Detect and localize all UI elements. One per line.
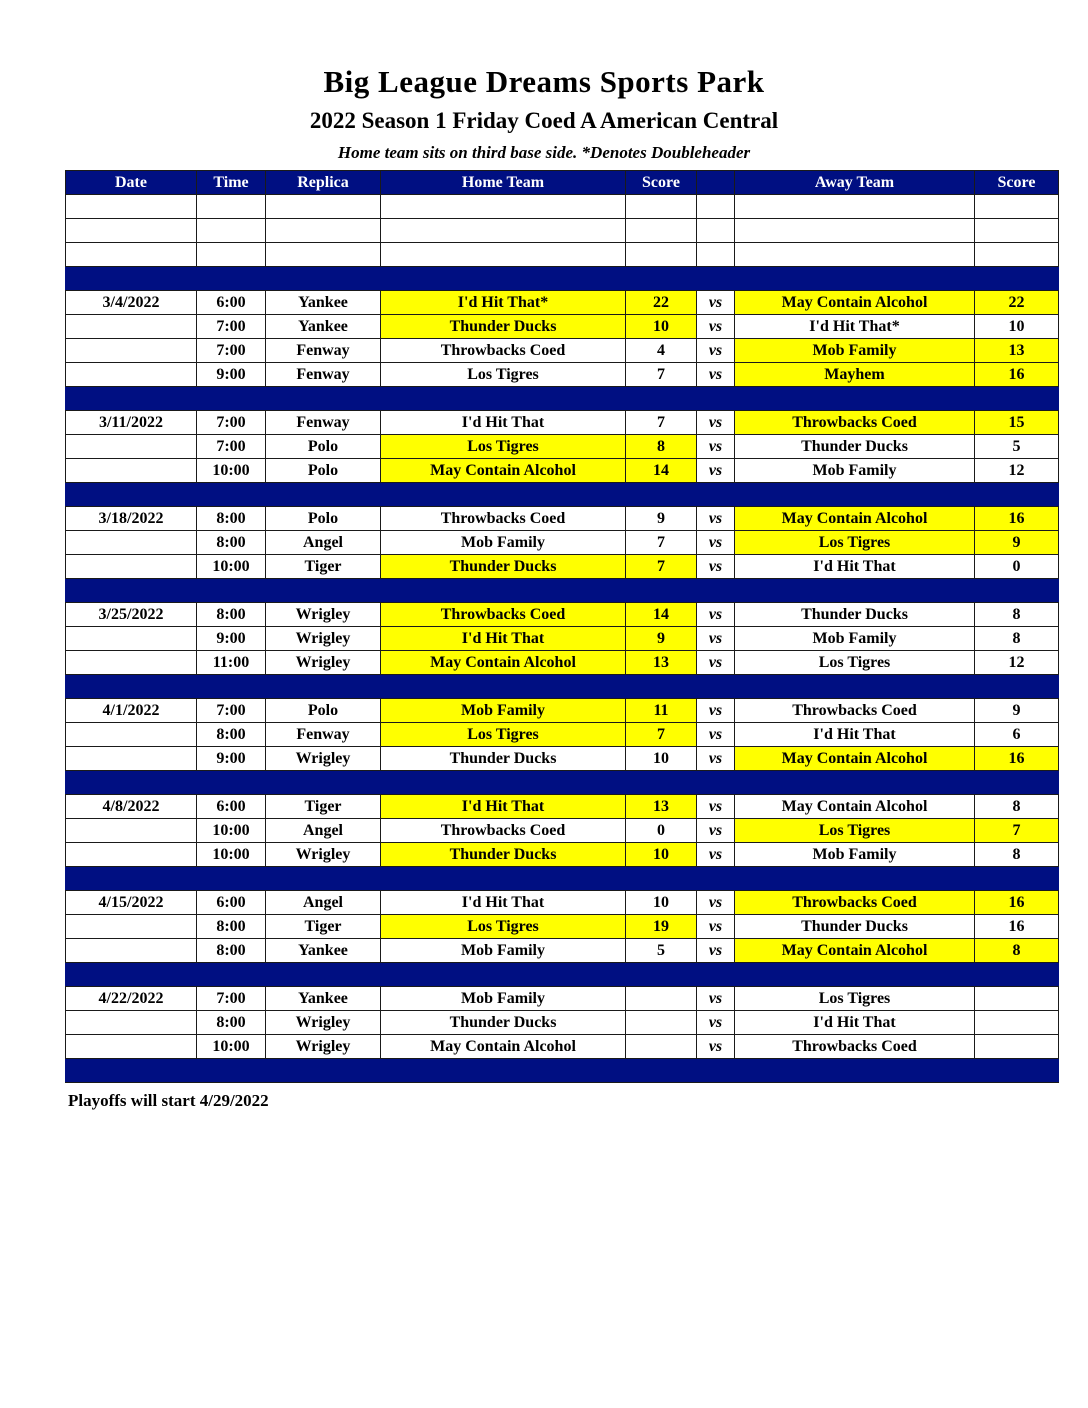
vs-cell: vs xyxy=(697,939,735,963)
away-score-cell: 16 xyxy=(975,891,1059,915)
vs-cell: vs xyxy=(697,627,735,651)
away-score-cell: 13 xyxy=(975,339,1059,363)
home-team-cell: Los Tigres xyxy=(381,723,626,747)
home-score-cell: 9 xyxy=(626,507,697,531)
away-score-cell: 8 xyxy=(975,627,1059,651)
empty-cell xyxy=(197,195,266,219)
replica-cell: Angel xyxy=(266,531,381,555)
page-title: Big League Dreams Sports Park xyxy=(323,64,765,99)
away-team-cell: May Contain Alcohol xyxy=(735,507,975,531)
replica-cell: Polo xyxy=(266,699,381,723)
home-team-cell: Thunder Ducks xyxy=(381,843,626,867)
away-score-cell: 12 xyxy=(975,651,1059,675)
time-cell: 9:00 xyxy=(197,627,266,651)
time-cell: 9:00 xyxy=(197,747,266,771)
separator-band xyxy=(66,675,1059,699)
date-cell xyxy=(66,531,197,555)
home-team-cell: Thunder Ducks xyxy=(381,747,626,771)
replica-cell: Angel xyxy=(266,891,381,915)
vs-cell: vs xyxy=(697,747,735,771)
away-score-cell: 7 xyxy=(975,819,1059,843)
away-score-cell: 6 xyxy=(975,723,1059,747)
schedule-note: Home team sits on third base side. *Denotes Doubleheader xyxy=(337,143,751,162)
home-score-cell: 9 xyxy=(626,627,697,651)
header-date: Date xyxy=(66,171,197,195)
home-score-cell: 22 xyxy=(626,291,697,315)
replica-cell: Fenway xyxy=(266,363,381,387)
time-cell: 6:00 xyxy=(197,291,266,315)
header-home-team: Home Team xyxy=(381,171,626,195)
home-team-cell: Throwbacks Coed xyxy=(381,339,626,363)
game-row xyxy=(66,507,1059,531)
time-cell: 6:00 xyxy=(197,891,266,915)
away-score-cell: 9 xyxy=(975,531,1059,555)
vs-cell: vs xyxy=(697,915,735,939)
time-cell: 9:00 xyxy=(197,363,266,387)
empty-row xyxy=(66,195,1059,219)
replica-cell: Fenway xyxy=(266,723,381,747)
empty-row xyxy=(66,243,1059,267)
home-score-cell: 10 xyxy=(626,747,697,771)
game-row xyxy=(66,531,1059,555)
game-row xyxy=(66,291,1059,315)
home-team-cell: I'd Hit That xyxy=(381,795,626,819)
vs-cell: vs xyxy=(697,723,735,747)
separator-row xyxy=(66,771,1059,795)
empty-cell xyxy=(697,195,735,219)
date-cell: 3/25/2022 xyxy=(66,603,197,627)
game-row xyxy=(66,339,1059,363)
away-score-cell: 16 xyxy=(975,915,1059,939)
home-score-cell: 10 xyxy=(626,843,697,867)
away-team-cell: Los Tigres xyxy=(735,531,975,555)
time-cell: 7:00 xyxy=(197,435,266,459)
game-row xyxy=(66,723,1059,747)
time-cell: 10:00 xyxy=(197,555,266,579)
empty-cell xyxy=(66,219,197,243)
empty-cell xyxy=(697,243,735,267)
separator-band xyxy=(66,579,1059,603)
empty-cell xyxy=(66,195,197,219)
empty-row xyxy=(66,219,1059,243)
empty-cell xyxy=(735,219,975,243)
date-cell xyxy=(66,459,197,483)
game-row xyxy=(66,699,1059,723)
replica-cell: Wrigley xyxy=(266,1035,381,1059)
header-away-score: Score xyxy=(975,171,1059,195)
empty-cell xyxy=(626,195,697,219)
game-row xyxy=(66,1035,1059,1059)
replica-cell: Yankee xyxy=(266,315,381,339)
away-score-cell: 16 xyxy=(975,507,1059,531)
empty-cell xyxy=(626,243,697,267)
away-team-cell: Mob Family xyxy=(735,843,975,867)
playoffs-note: Playoffs will start 4/29/2022 xyxy=(68,1091,269,1110)
home-team-cell: Thunder Ducks xyxy=(381,1011,626,1035)
vs-cell: vs xyxy=(697,987,735,1011)
away-team-cell: May Contain Alcohol xyxy=(735,939,975,963)
date-cell xyxy=(66,819,197,843)
away-score-cell xyxy=(975,1011,1059,1035)
home-team-cell: Thunder Ducks xyxy=(381,555,626,579)
home-team-cell: Los Tigres xyxy=(381,363,626,387)
away-score-cell: 12 xyxy=(975,459,1059,483)
home-score-cell xyxy=(626,1011,697,1035)
vs-cell: vs xyxy=(697,819,735,843)
away-score-cell: 0 xyxy=(975,555,1059,579)
home-team-cell: I'd Hit That xyxy=(381,891,626,915)
away-score-cell: 22 xyxy=(975,291,1059,315)
separator-row xyxy=(66,867,1059,891)
game-row xyxy=(66,435,1059,459)
empty-cell xyxy=(626,219,697,243)
away-team-cell: Mob Family xyxy=(735,627,975,651)
replica-cell: Yankee xyxy=(266,939,381,963)
home-score-cell: 13 xyxy=(626,795,697,819)
date-cell xyxy=(66,363,197,387)
game-row xyxy=(66,939,1059,963)
away-score-cell: 8 xyxy=(975,843,1059,867)
empty-cell xyxy=(197,243,266,267)
home-score-cell: 19 xyxy=(626,915,697,939)
home-score-cell: 7 xyxy=(626,363,697,387)
date-cell xyxy=(66,627,197,651)
home-score-cell: 7 xyxy=(626,723,697,747)
header-time: Time xyxy=(197,171,266,195)
separator-band xyxy=(66,1059,1059,1083)
vs-cell: vs xyxy=(697,843,735,867)
away-team-cell: May Contain Alcohol xyxy=(735,747,975,771)
away-score-cell xyxy=(975,987,1059,1011)
empty-cell xyxy=(735,195,975,219)
away-score-cell: 8 xyxy=(975,939,1059,963)
home-team-cell: Mob Family xyxy=(381,939,626,963)
time-cell: 7:00 xyxy=(197,315,266,339)
home-team-cell: I'd Hit That xyxy=(381,411,626,435)
replica-cell: Angel xyxy=(266,819,381,843)
away-team-cell: Mob Family xyxy=(735,459,975,483)
separator-row xyxy=(66,579,1059,603)
home-team-cell: I'd Hit That xyxy=(381,627,626,651)
home-team-cell: Los Tigres xyxy=(381,915,626,939)
away-team-cell: Throwbacks Coed xyxy=(735,411,975,435)
time-cell: 7:00 xyxy=(197,411,266,435)
home-score-cell xyxy=(626,987,697,1011)
date-cell xyxy=(66,555,197,579)
vs-cell: vs xyxy=(697,699,735,723)
separator-row xyxy=(66,675,1059,699)
away-team-cell: May Contain Alcohol xyxy=(735,795,975,819)
empty-cell xyxy=(266,243,381,267)
away-team-cell: I'd Hit That* xyxy=(735,315,975,339)
away-team-cell: Mayhem xyxy=(735,363,975,387)
date-cell xyxy=(66,651,197,675)
vs-cell: vs xyxy=(697,291,735,315)
separator-row xyxy=(66,387,1059,411)
home-team-cell: Thunder Ducks xyxy=(381,315,626,339)
away-team-cell: I'd Hit That xyxy=(735,1011,975,1035)
vs-cell: vs xyxy=(697,411,735,435)
separator-row xyxy=(66,267,1059,291)
date-cell: 4/1/2022 xyxy=(66,699,197,723)
date-cell xyxy=(66,723,197,747)
time-cell: 7:00 xyxy=(197,339,266,363)
away-team-cell: Los Tigres xyxy=(735,651,975,675)
vs-cell: vs xyxy=(697,651,735,675)
away-team-cell: Thunder Ducks xyxy=(735,915,975,939)
header-away-team: Away Team xyxy=(735,171,975,195)
game-row xyxy=(66,363,1059,387)
game-row xyxy=(66,603,1059,627)
date-cell: 3/4/2022 xyxy=(66,291,197,315)
time-cell: 8:00 xyxy=(197,507,266,531)
separator-band xyxy=(66,387,1059,411)
time-cell: 10:00 xyxy=(197,843,266,867)
game-row xyxy=(66,555,1059,579)
home-score-cell xyxy=(626,1035,697,1059)
separator-band xyxy=(66,267,1059,291)
replica-cell: Tiger xyxy=(266,555,381,579)
away-score-cell: 10 xyxy=(975,315,1059,339)
away-team-cell: Throwbacks Coed xyxy=(735,1035,975,1059)
date-cell xyxy=(66,843,197,867)
replica-cell: Tiger xyxy=(266,915,381,939)
replica-cell: Polo xyxy=(266,507,381,531)
home-team-cell: Throwbacks Coed xyxy=(381,507,626,531)
empty-cell xyxy=(66,243,197,267)
time-cell: 8:00 xyxy=(197,723,266,747)
home-team-cell: Throwbacks Coed xyxy=(381,603,626,627)
date-cell xyxy=(66,939,197,963)
home-score-cell: 8 xyxy=(626,435,697,459)
home-score-cell: 11 xyxy=(626,699,697,723)
empty-cell xyxy=(697,219,735,243)
empty-cell xyxy=(197,219,266,243)
away-score-cell: 16 xyxy=(975,363,1059,387)
home-score-cell: 5 xyxy=(626,939,697,963)
time-cell: 10:00 xyxy=(197,1035,266,1059)
away-team-cell: Throwbacks Coed xyxy=(735,891,975,915)
replica-cell: Wrigley xyxy=(266,1011,381,1035)
away-score-cell: 9 xyxy=(975,699,1059,723)
home-team-cell: May Contain Alcohol xyxy=(381,459,626,483)
date-cell xyxy=(66,747,197,771)
header-vs-spacer xyxy=(697,171,735,195)
replica-cell: Wrigley xyxy=(266,843,381,867)
replica-cell: Tiger xyxy=(266,795,381,819)
date-cell: 4/8/2022 xyxy=(66,795,197,819)
date-cell xyxy=(66,339,197,363)
game-row xyxy=(66,651,1059,675)
time-cell: 10:00 xyxy=(197,459,266,483)
time-cell: 10:00 xyxy=(197,819,266,843)
separator-row xyxy=(66,1059,1059,1083)
game-row xyxy=(66,819,1059,843)
empty-cell xyxy=(266,195,381,219)
schedule-table xyxy=(65,170,1059,1083)
away-team-cell: Thunder Ducks xyxy=(735,603,975,627)
time-cell: 7:00 xyxy=(197,699,266,723)
time-cell: 8:00 xyxy=(197,531,266,555)
replica-cell: Wrigley xyxy=(266,651,381,675)
empty-cell xyxy=(381,195,626,219)
vs-cell: vs xyxy=(697,795,735,819)
vs-cell: vs xyxy=(697,891,735,915)
away-team-cell: Thunder Ducks xyxy=(735,435,975,459)
away-team-cell: Throwbacks Coed xyxy=(735,699,975,723)
away-score-cell xyxy=(975,1035,1059,1059)
away-score-cell: 15 xyxy=(975,411,1059,435)
time-cell: 8:00 xyxy=(197,1011,266,1035)
separator-row xyxy=(66,483,1059,507)
vs-cell: vs xyxy=(697,315,735,339)
away-team-cell: Los Tigres xyxy=(735,987,975,1011)
time-cell: 8:00 xyxy=(197,603,266,627)
empty-cell xyxy=(975,243,1059,267)
home-score-cell: 10 xyxy=(626,315,697,339)
empty-cell xyxy=(381,219,626,243)
date-cell: 4/15/2022 xyxy=(66,891,197,915)
vs-cell: vs xyxy=(697,555,735,579)
separator-band xyxy=(66,867,1059,891)
empty-cell xyxy=(381,243,626,267)
home-score-cell: 4 xyxy=(626,339,697,363)
separator-band xyxy=(66,771,1059,795)
replica-cell: Wrigley xyxy=(266,747,381,771)
separator-band xyxy=(66,963,1059,987)
game-row xyxy=(66,747,1059,771)
date-cell: 4/22/2022 xyxy=(66,987,197,1011)
empty-cell xyxy=(975,195,1059,219)
home-team-cell: Mob Family xyxy=(381,987,626,1011)
game-row xyxy=(66,891,1059,915)
game-row xyxy=(66,459,1059,483)
vs-cell: vs xyxy=(697,1011,735,1035)
table-header-row xyxy=(66,171,1059,195)
replica-cell: Wrigley xyxy=(266,603,381,627)
away-score-cell: 8 xyxy=(975,603,1059,627)
empty-cell xyxy=(975,219,1059,243)
header-home-score: Score xyxy=(626,171,697,195)
away-team-cell: Los Tigres xyxy=(735,819,975,843)
home-score-cell: 0 xyxy=(626,819,697,843)
game-row xyxy=(66,843,1059,867)
page-subtitle: 2022 Season 1 Friday Coed A American Central xyxy=(309,108,779,133)
vs-cell: vs xyxy=(697,1035,735,1059)
separator-row xyxy=(66,963,1059,987)
time-cell: 8:00 xyxy=(197,939,266,963)
date-cell: 3/18/2022 xyxy=(66,507,197,531)
vs-cell: vs xyxy=(697,363,735,387)
time-cell: 7:00 xyxy=(197,987,266,1011)
away-team-cell: I'd Hit That xyxy=(735,555,975,579)
home-score-cell: 7 xyxy=(626,411,697,435)
home-score-cell: 7 xyxy=(626,531,697,555)
time-cell: 8:00 xyxy=(197,915,266,939)
away-team-cell: May Contain Alcohol xyxy=(735,291,975,315)
replica-cell: Yankee xyxy=(266,291,381,315)
away-team-cell: I'd Hit That xyxy=(735,723,975,747)
game-row xyxy=(66,987,1059,1011)
away-score-cell: 5 xyxy=(975,435,1059,459)
home-score-cell: 14 xyxy=(626,603,697,627)
game-row xyxy=(66,915,1059,939)
home-team-cell: I'd Hit That* xyxy=(381,291,626,315)
header-replica: Replica xyxy=(266,171,381,195)
replica-cell: Polo xyxy=(266,435,381,459)
date-cell xyxy=(66,915,197,939)
replica-cell: Wrigley xyxy=(266,627,381,651)
time-cell: 11:00 xyxy=(197,651,266,675)
home-team-cell: Los Tigres xyxy=(381,435,626,459)
away-score-cell: 16 xyxy=(975,747,1059,771)
home-team-cell: Throwbacks Coed xyxy=(381,819,626,843)
empty-cell xyxy=(266,219,381,243)
replica-cell: Fenway xyxy=(266,411,381,435)
replica-cell: Polo xyxy=(266,459,381,483)
home-score-cell: 13 xyxy=(626,651,697,675)
away-score-cell: 8 xyxy=(975,795,1059,819)
home-score-cell: 7 xyxy=(626,555,697,579)
home-score-cell: 14 xyxy=(626,459,697,483)
date-cell xyxy=(66,435,197,459)
empty-cell xyxy=(735,243,975,267)
away-team-cell: Mob Family xyxy=(735,339,975,363)
vs-cell: vs xyxy=(697,459,735,483)
game-row xyxy=(66,411,1059,435)
home-team-cell: Mob Family xyxy=(381,699,626,723)
replica-cell: Yankee xyxy=(266,987,381,1011)
vs-cell: vs xyxy=(697,531,735,555)
home-score-cell: 10 xyxy=(626,891,697,915)
replica-cell: Fenway xyxy=(266,339,381,363)
date-cell xyxy=(66,315,197,339)
date-cell xyxy=(66,1035,197,1059)
separator-band xyxy=(66,483,1059,507)
game-row xyxy=(66,1011,1059,1035)
vs-cell: vs xyxy=(697,435,735,459)
date-cell: 3/11/2022 xyxy=(66,411,197,435)
vs-cell: vs xyxy=(697,507,735,531)
home-team-cell: May Contain Alcohol xyxy=(381,651,626,675)
game-row xyxy=(66,315,1059,339)
game-row xyxy=(66,795,1059,819)
time-cell: 6:00 xyxy=(197,795,266,819)
game-row xyxy=(66,627,1059,651)
home-team-cell: May Contain Alcohol xyxy=(381,1035,626,1059)
vs-cell: vs xyxy=(697,603,735,627)
home-team-cell: Mob Family xyxy=(381,531,626,555)
date-cell xyxy=(66,1011,197,1035)
vs-cell: vs xyxy=(697,339,735,363)
